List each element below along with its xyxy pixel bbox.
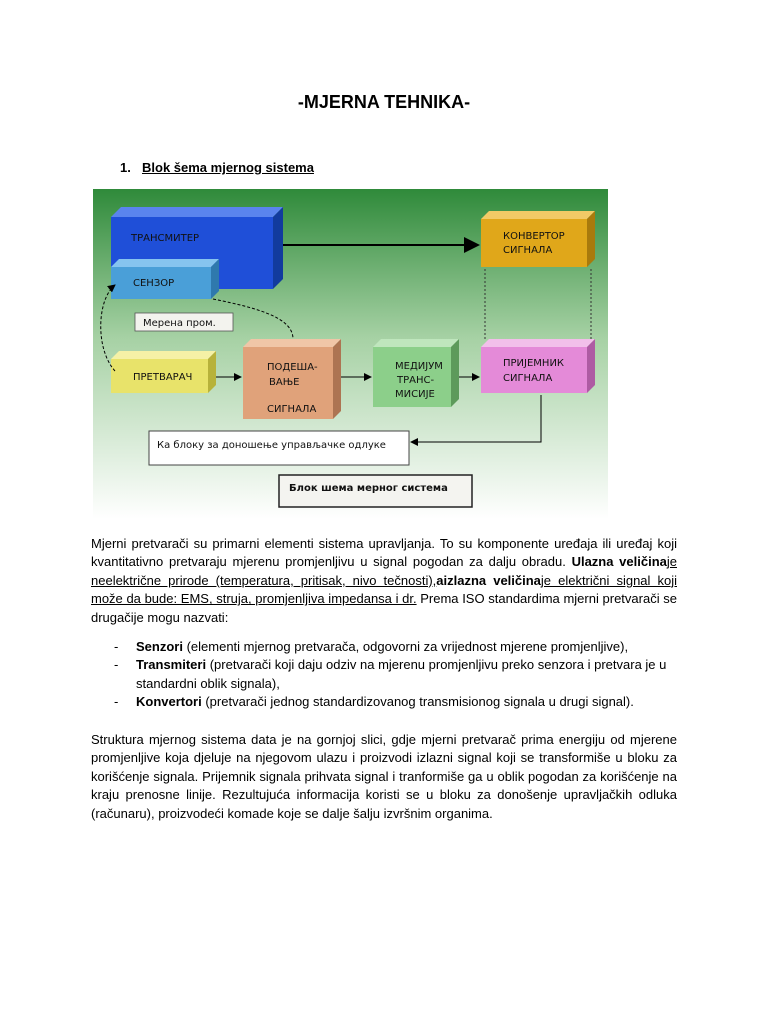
caption-label: Блок шема мерног система (289, 483, 448, 494)
list-item: - Transmiteri (pretvarači koji daju odziv na mjerenu promjenljivu preko senzora i pretvara je u standardni oblik signala), (114, 657, 667, 691)
section-number: 1. (120, 160, 131, 175)
receiver-block (481, 339, 595, 393)
transducer-block (111, 351, 216, 393)
medium-label-1: МЕДИЈУМ (395, 361, 443, 372)
intro-text: Mjerni pretvarači su primarni elementi sistema upravljanja. To su komponente uređaja ili uređaj koji kvantitativno pretvaraju mjerenu promjenljivu u signal pogodan za dalju obradu. (91, 536, 677, 570)
list-item: - Konvertori (pretvarači jednog standardizovanog transmisionog signala u drugi signal). (114, 694, 634, 710)
converter-block (481, 211, 595, 267)
output-quantity-text: je električni signal koji može da bude: EMS, struja, promjenljiva impedansa i dr. (91, 572, 677, 607)
transducer-label: ПРЕТВАРАЧ (133, 372, 193, 383)
converter-label-2: СИГНАЛА (503, 245, 553, 256)
output-quantity-term: aizlazna veličina (436, 572, 541, 588)
input-quantity-text: je neelektrične prirode (temperatura, pritisak, nivo tečnosti), (91, 554, 677, 588)
list-term: Transmiteri (136, 657, 207, 673)
list-term: Senzori (136, 639, 183, 654)
medium-label-2: ТРАНС- (397, 375, 435, 386)
medium-label-3: МИСИЈЕ (395, 389, 435, 400)
sensor-label: СЕНЗОР (133, 278, 175, 289)
medium-block (373, 339, 459, 407)
adjust-label-2: ВАЊЕ (269, 377, 300, 388)
signal-adjustment-block (243, 339, 341, 419)
adjust-label-3: СИГНАЛА (267, 404, 317, 415)
section-heading-text: Blok šema mjernog sistema (142, 160, 314, 175)
paragraph-intro (91, 535, 677, 627)
block-diagram (93, 189, 608, 519)
transmitter-label: ТРАНСМИТЕР (131, 233, 200, 244)
list-term: Konvertori (136, 694, 202, 710)
measured-value-label: Мерена пром. (143, 318, 216, 329)
section-heading (120, 160, 314, 175)
receiver-label-1: ПРИЈЕМНИК (503, 358, 565, 369)
converter-label-1: КОНВЕРТОР (503, 231, 565, 242)
list-item: - Senzori (elementi mjernog pretvarača, odgovorni za vrijednost mjerene promjenljive), (114, 639, 629, 654)
paragraph-structure: Struktura mjernog sistema data je na gornjoj slici, gdje mjerni pretvarač prima energiju od mjerene promjenljive koja djeluje na njegovom ulazu i proizvodi izlazni signal koji se transformiše u bloku za korišćenje signala. Prijemnik signala prihvata signal i tranformiše ga u oblik pogodan za korišćenje na kraju prenosne linije. Rezultujuća informacija koristi se u bloku za donošenje upravljačkih odluka (računaru), proizvodeći komade koje se dalje šalju izvršnim organima. (91, 732, 677, 821)
sensor-block (111, 259, 219, 299)
transducer-types-list (91, 638, 677, 712)
iso-text: Prema ISO standardima mjerni pretvarači se drugačije mogu nazvati: (91, 591, 677, 625)
decision-label: Ка блоку за доношење управљачке одлуке (157, 440, 386, 451)
receiver-label-2: СИГНАЛА (503, 373, 553, 384)
page-title: -MJERNA TEHNIKA- (297, 92, 471, 112)
input-quantity-term: Ulazna veličina (571, 554, 667, 570)
adjust-label-1: ПОДЕША- (267, 362, 318, 373)
